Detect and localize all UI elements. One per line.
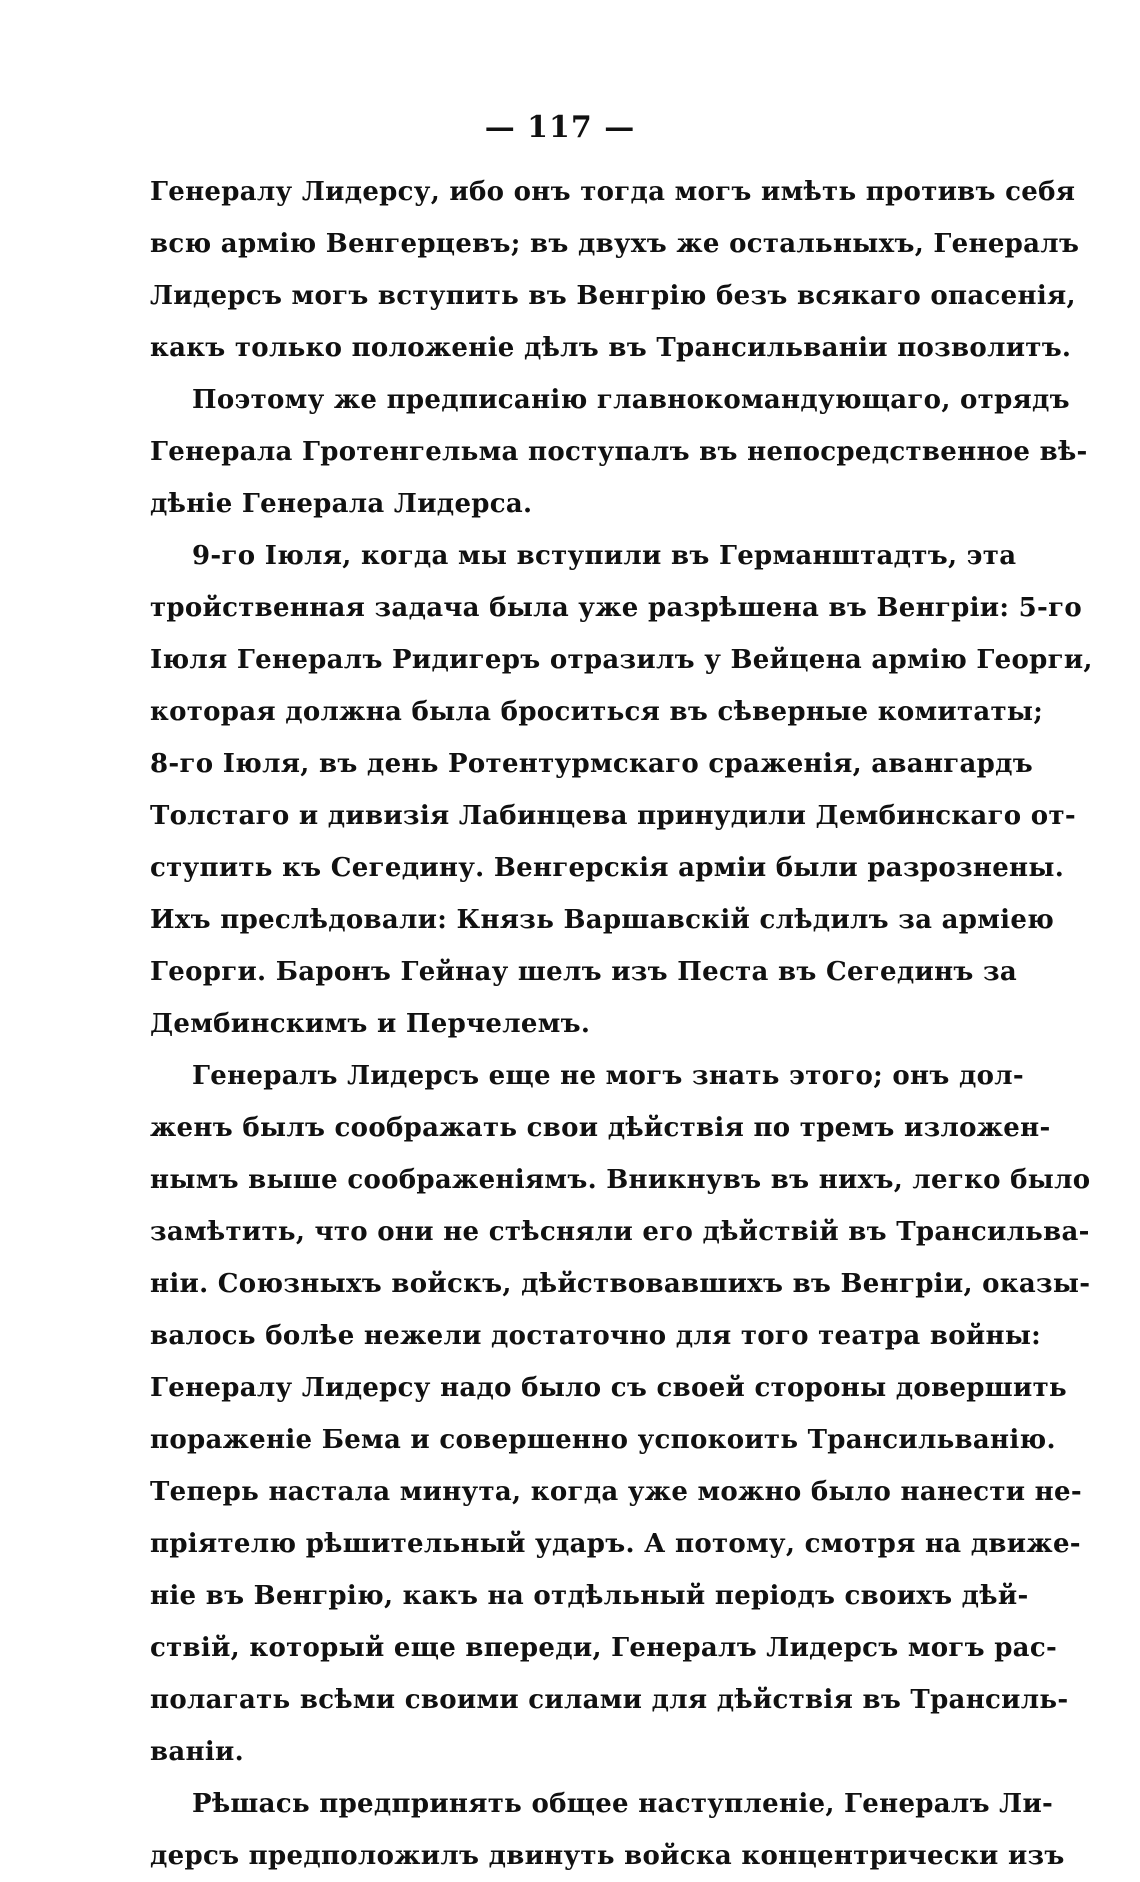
text-line: ніе въ Венгрію, какъ на отдѣльный періодъ своихъ дѣй- xyxy=(150,1581,1029,1611)
text-line: пріятелю рѣшительный ударъ. А потому, смотря на движе- xyxy=(150,1529,1081,1559)
text-line: Генералъ Лидерсъ еще не могъ знать этого; онъ дол- xyxy=(192,1061,1024,1091)
text-line: Генералу Лидерсу, ибо онъ тогда могъ имѣть противъ себя xyxy=(150,177,1076,207)
text-line: ствій, который еще впереди, Генералъ Лидерсъ могъ рас- xyxy=(150,1633,1058,1663)
text-line: валось болѣе нежели достаточно для того театра войны: xyxy=(150,1321,1042,1351)
text-line: Іюля Генералъ Ридигеръ отразилъ у Вейцена армію Георги, xyxy=(150,645,1093,675)
paragraph xyxy=(150,166,1080,374)
text-line: ніи. Союзныхъ войскъ, дѣйствовавшихъ въ Венгріи, оказы- xyxy=(150,1269,1091,1299)
text-line: дѣніе Генерала Лидерса. xyxy=(150,489,533,519)
text-line: Георги. Баронъ Гейнау шелъ изъ Песта въ Сегединъ за xyxy=(150,957,1018,987)
text-line: нымъ выше соображеніямъ. Вникнувъ въ нихъ, легко было xyxy=(150,1165,1091,1195)
text-line: дерсъ предположилъ двинуть войска концентрически изъ xyxy=(150,1841,1065,1871)
text-line: Рѣшась предпринять общее наступленіе, Генералъ Ли- xyxy=(192,1789,1054,1819)
text-line: пораженіе Бема и совершенно успокоить Трансильванію. xyxy=(150,1425,1056,1455)
text-line: Дембинскимъ и Перчелемъ. xyxy=(150,1009,591,1039)
paragraph xyxy=(150,530,1093,1050)
text-line: 9-го Іюля, когда мы вступили въ Германштадтъ, эта xyxy=(192,541,1017,571)
text-line: 8-го Іюля, въ день Ротентурмскаго сраженія, авангардъ xyxy=(150,749,1034,779)
paragraph xyxy=(150,1778,1065,1882)
text-line: Толстаго и дивизія Лабинцева принудили Дембинскаго от- xyxy=(150,801,1076,831)
page-number: — 117 — xyxy=(484,110,636,145)
text-line: Лидерсъ могъ вступить въ Венгрію безъ всякаго опасенія, xyxy=(150,281,1076,311)
text-line: полагать всѣми своими силами для дѣйствія въ Трансиль- xyxy=(150,1685,1069,1715)
text-line: какъ только положеніе дѣлъ въ Трансильваніи позволитъ. xyxy=(150,333,1072,363)
paragraph xyxy=(150,374,1088,530)
text-line: Теперь настала минута, когда уже можно было нанести не- xyxy=(150,1477,1082,1507)
text-line: замѣтить, что они не стѣсняли его дѣйствій въ Трансильва- xyxy=(150,1217,1090,1247)
paragraph xyxy=(150,1050,1091,1778)
text-line: Ихъ преслѣдовали: Князь Варшавскій слѣдилъ за арміею xyxy=(150,905,1055,935)
book-page xyxy=(150,110,1093,1882)
text-line: Поэтому же предписанію главнокомандующаго, отрядъ xyxy=(192,385,1070,415)
text-line: которая должна была броситься въ сѣверные комитаты; xyxy=(150,697,1044,727)
text-line: ваніи. xyxy=(150,1737,244,1767)
text-line: женъ былъ соображать свои дѣйствія по тремъ изложен- xyxy=(150,1113,1051,1143)
text-line: ступить къ Сегедину. Венгерскія арміи были разрознены. xyxy=(150,853,1065,883)
text-line: всю армію Венгерцевъ; въ двухъ же остальныхъ, Генералъ xyxy=(150,229,1080,259)
text-line: тройственная задача была уже разрѣшена въ Венгріи: 5-го xyxy=(150,593,1082,623)
text-line: Генерала Гротенгельма поступалъ въ непосредственное вѣ- xyxy=(150,437,1088,467)
text-line: Генералу Лидерсу надо было съ своей стороны довершить xyxy=(150,1373,1067,1403)
